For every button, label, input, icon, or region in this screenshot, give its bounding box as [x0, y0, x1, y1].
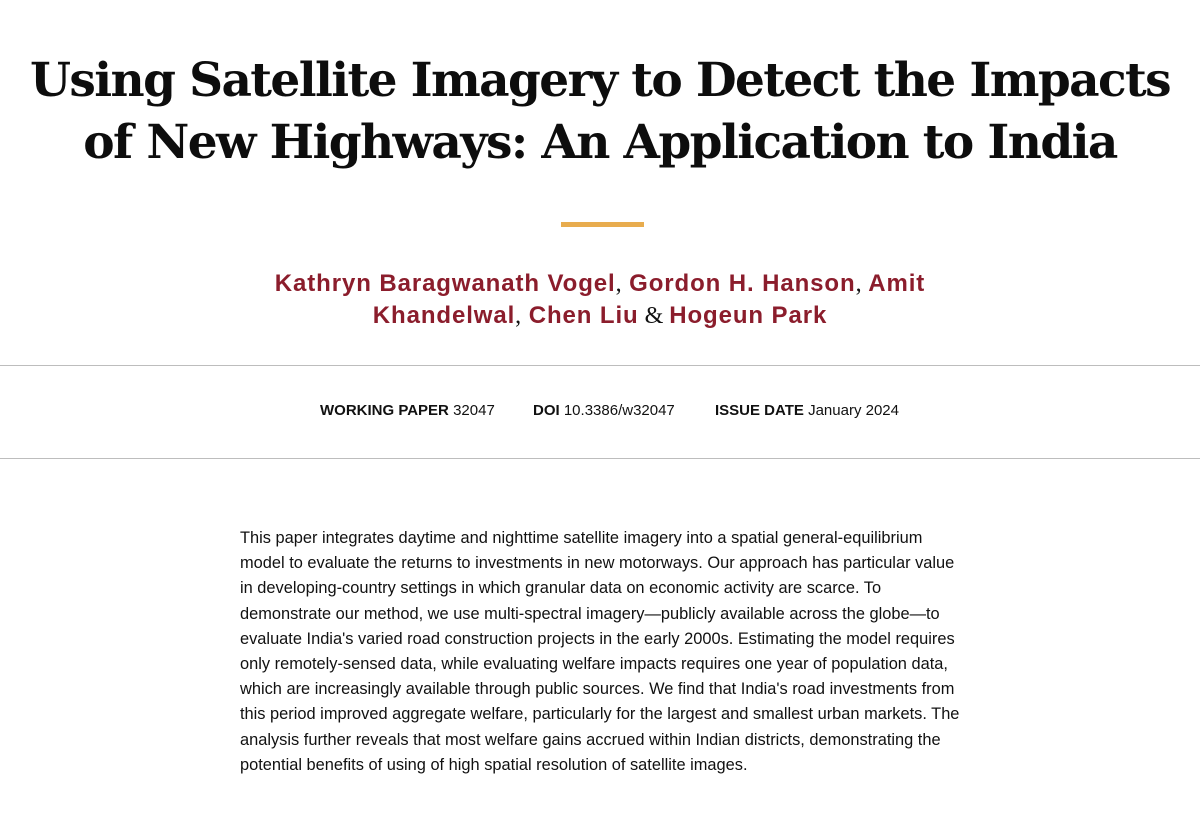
author-separator: ,	[855, 271, 862, 297]
doi	[533, 401, 675, 421]
author-separator: ,	[615, 271, 622, 297]
author-list	[240, 268, 960, 332]
author-separator: ,	[515, 303, 522, 329]
author-link[interactable]: Hogeun Park	[669, 302, 828, 329]
paper-title: Using Satellite Imagery to Detect the Impacts of New Highways: An Application to India	[30, 53, 1170, 170]
working-paper-label: WORKING PAPER	[320, 402, 449, 419]
divider	[0, 365, 1200, 366]
issue-date-label: ISSUE DATE	[715, 402, 804, 419]
author-link[interactable]: Amit Khandelwal	[372, 270, 926, 329]
issue-date	[715, 401, 899, 421]
working-paper-value: 32047	[453, 402, 495, 419]
author-link[interactable]: Kathryn Baragwanath Vogel	[274, 270, 616, 297]
author-link[interactable]: Gordon H. Hanson	[629, 270, 856, 297]
divider	[0, 458, 1200, 459]
doi-value: 10.3386/w32047	[563, 402, 675, 419]
abstract: This paper integrates daytime and nighttime satellite imagery into a spatial general-equilibrium model to evaluate the returns to investments in new motorways. Our approach has particular value in developing-country settings in which granular data on economic activity are scarce. To demonstrate our method, we use multi-spectral imagery—publicly available across the globe—to evaluate India's varied road construction projects in the early 2000s. Estimating the model requires only remotely-sensed data, while evaluating welfare impacts requires one year of population data, which are increasingly available through public sources. We find that India's road investments from this period improved aggregate welfare, particularly for the largest and smallest urban markets. The analysis further reveals that most welfare gains accrued within Indian districts, demonstrating the potential benefits of using of high spatial resolution of satellite images.	[240, 529, 960, 774]
working-paper-number	[320, 401, 495, 421]
author-link[interactable]: Chen Liu	[528, 302, 639, 329]
author-conjunction: &	[644, 303, 664, 329]
issue-date-value: January 2024	[808, 402, 899, 419]
accent-rule	[561, 222, 644, 227]
doi-label: DOI	[533, 402, 560, 419]
